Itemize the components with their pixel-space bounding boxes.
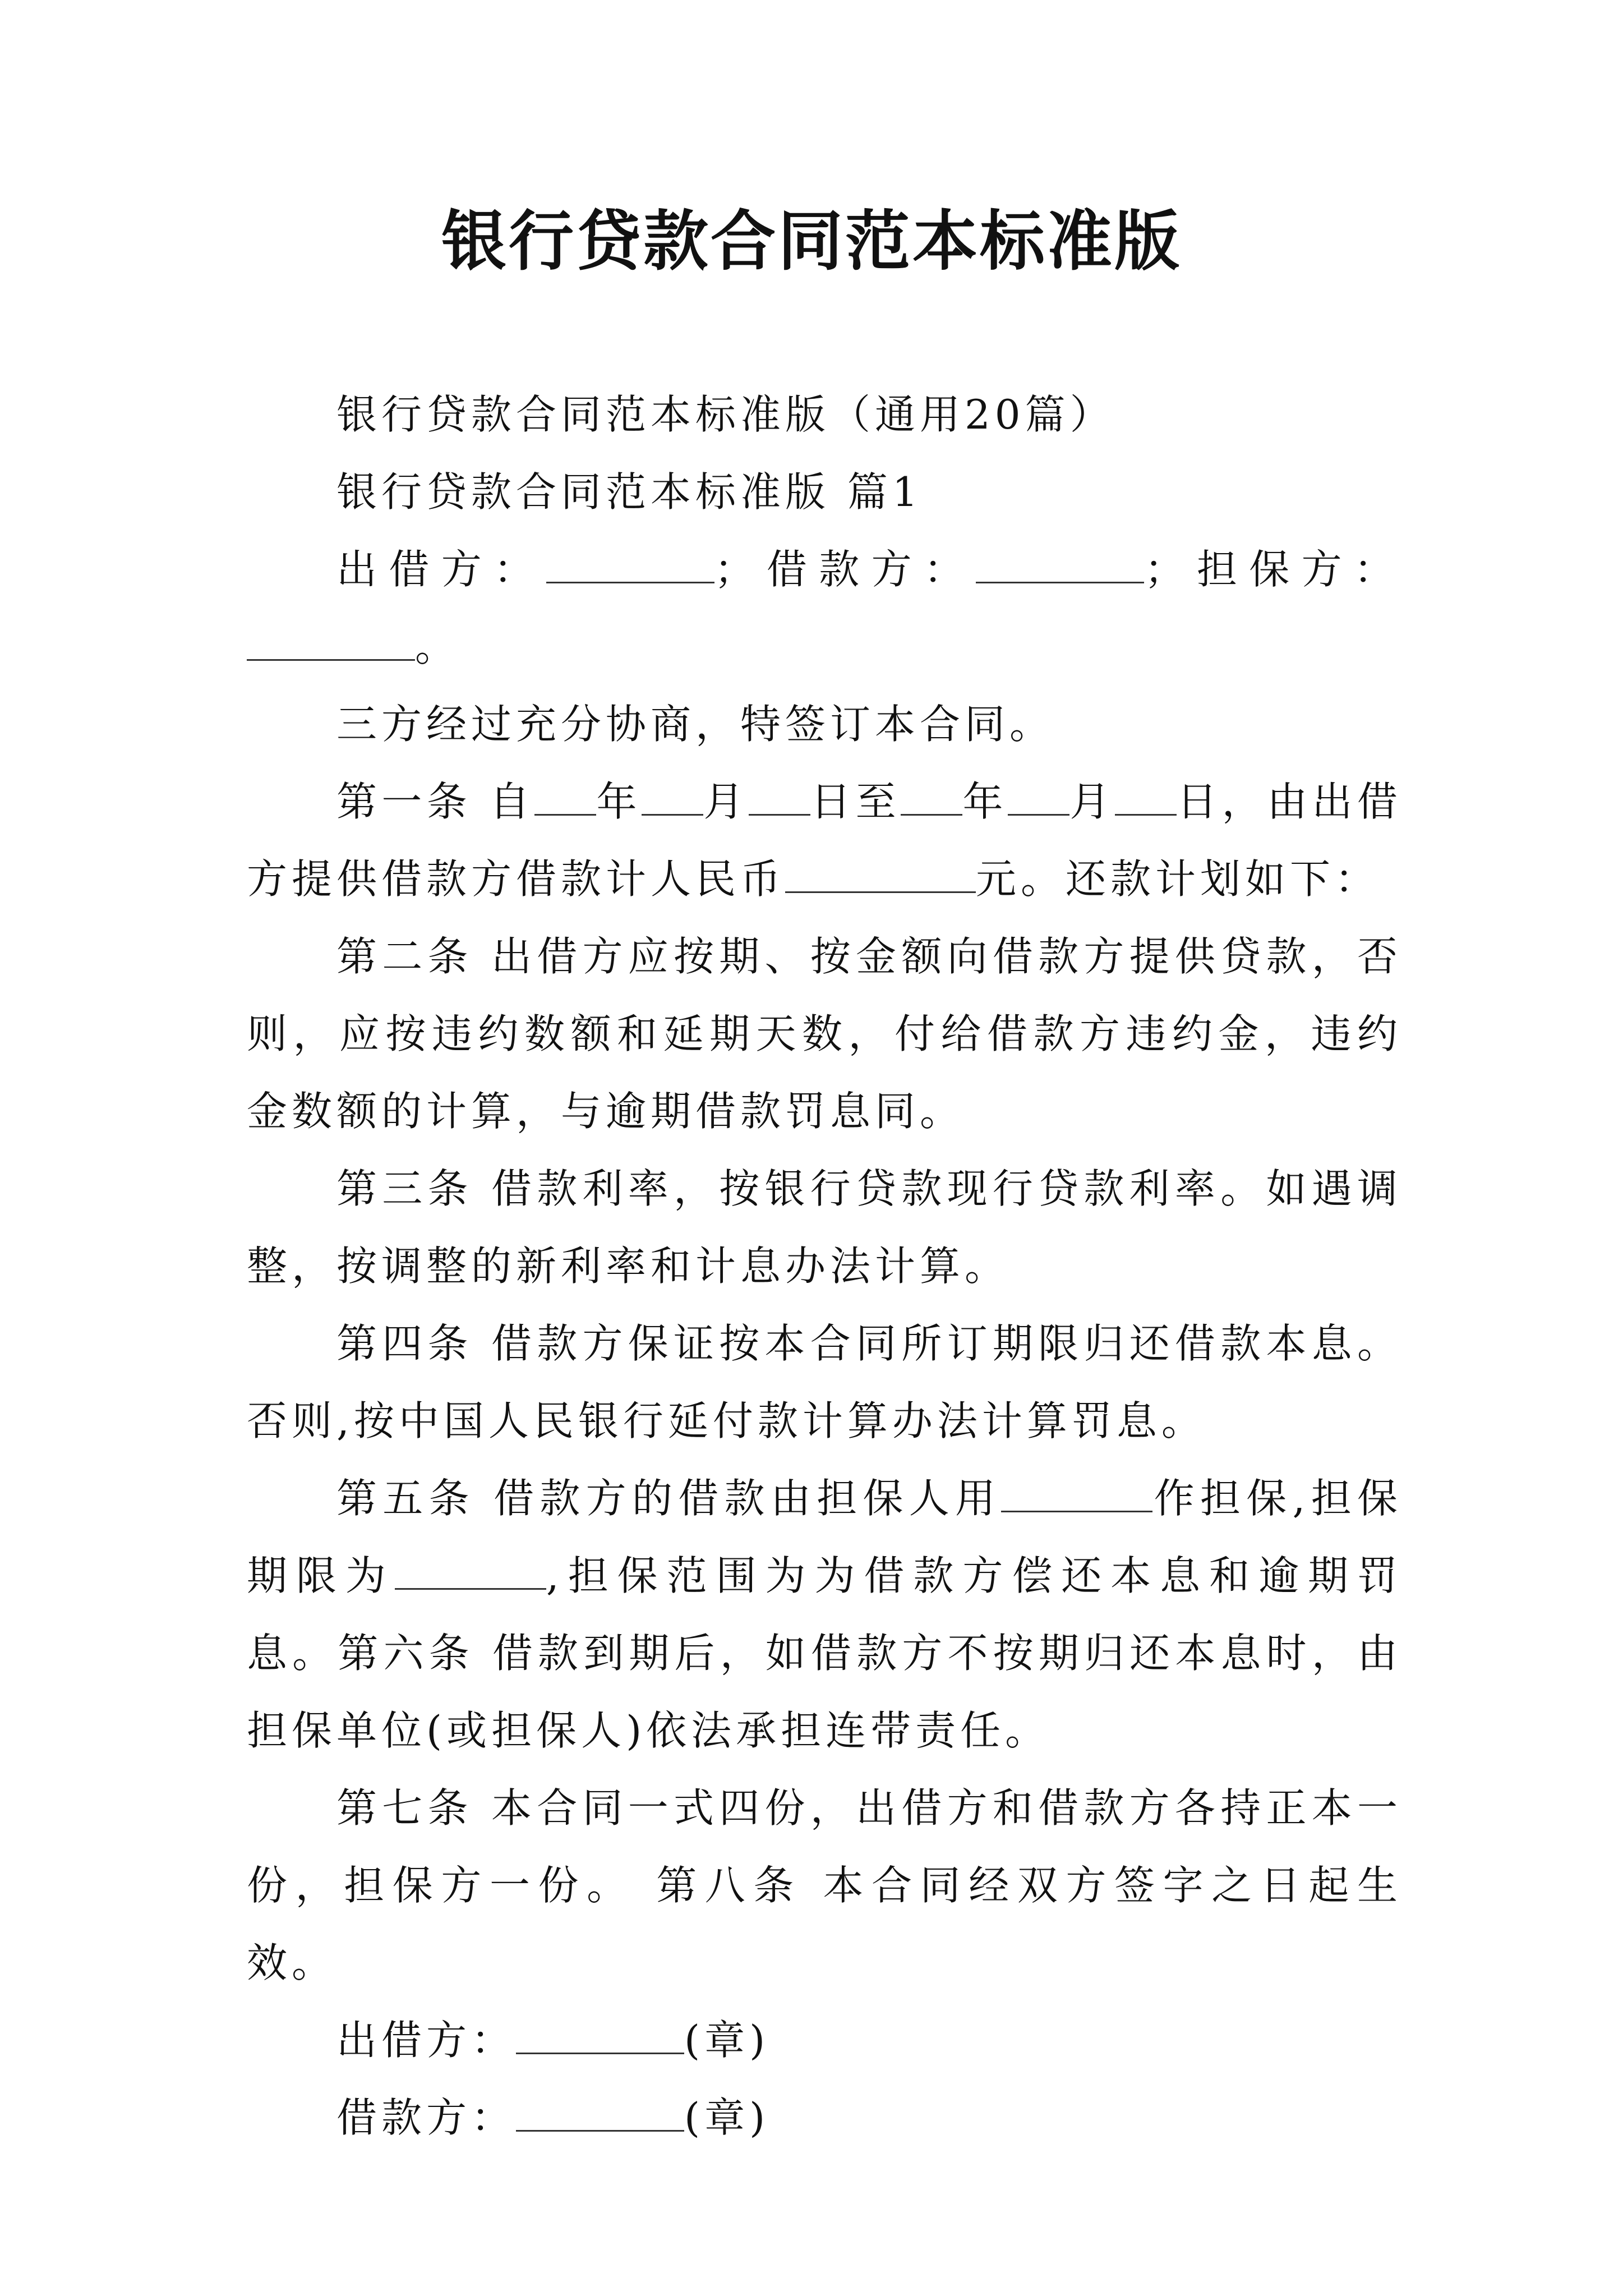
seal-label: (章) (684, 2094, 770, 2141)
year-label: 年 (962, 778, 1008, 825)
document-title: 银行贷款合同范本标准版 (441, 203, 1182, 279)
lender-label: 出借方： (336, 546, 546, 593)
end-month-blank (1008, 780, 1069, 816)
article-2: 第二条 出借方应按期、按金额向借款方提供贷款，否则，应按违约数额和延期天数，付给借款方违约金，违约金数额的计算，与逾期借款罚息同。 (247, 933, 1402, 1135)
borrower-signature-line (247, 2079, 1402, 2156)
intro-paragraph: 三方经过充分协商，特签订本合同。 (336, 701, 1055, 748)
guarantee-item-blank (1001, 1477, 1152, 1512)
article-1-prefix: 第一条 自 (336, 778, 535, 825)
article-5-part3: ,担保范围为为借款方偿还本息和逾期罚息。第六条 借款到期后，如借款方不按期归还本息时，由担保单位(或担保人)依法承担连带责任。 (247, 1552, 1402, 1754)
parties-separator: ； (714, 546, 763, 593)
document-body (247, 376, 1402, 2156)
guarantor-line (247, 608, 1402, 685)
article-1-body: 日，由出借方提供借款方借款计人民币 (247, 778, 1402, 903)
parties-end: 。 (415, 623, 460, 670)
start-day-blank (749, 780, 810, 816)
year-label: 年 (596, 778, 642, 825)
article-5-part2: 作担保,担保期限为 (247, 1475, 1403, 1599)
article-3: 第三条 借款利率，按银行贷款现行贷款利率。如遇调整，按调整的新利率和计息办法计算。 (247, 1165, 1402, 1290)
borrower-signature-blank (516, 2096, 684, 2132)
guarantor-label: 担保方： (1192, 546, 1402, 593)
lender-blank (546, 548, 714, 583)
seal-label: (章) (684, 2017, 770, 2064)
borrower-blank (976, 548, 1144, 583)
borrower-signature-label: 借款方： (336, 2094, 517, 2141)
lender-signature-blank (516, 2019, 684, 2054)
article-1 (247, 763, 1402, 918)
guarantor-blank (247, 625, 415, 661)
article-4: 第四条 借款方保证按本合同所订期限归还借款本息。否则,按中国人民银行延付款计算办法计算罚息。 (247, 1320, 1402, 1444)
article-1-suffix: 元。还款计划如下： (976, 855, 1380, 903)
lender-signature-line (247, 2001, 1402, 2079)
parties-separator: ； (1144, 546, 1193, 593)
borrower-label: 借款方： (762, 546, 976, 593)
amount-blank (785, 858, 976, 893)
article-5-part1: 第五条 借款方的借款由担保人用 (336, 1475, 1002, 1522)
month-label: 月 (1069, 778, 1115, 825)
article-5-6 (247, 1460, 1402, 1769)
end-day-blank (1115, 780, 1177, 816)
month-label: 月 (703, 778, 749, 825)
parties-line (247, 531, 1402, 608)
start-month-blank (642, 780, 703, 816)
section-heading: 银行贷款合同范本标准版 篇1 (336, 468, 923, 516)
lender-signature-label: 出借方： (336, 2017, 517, 2064)
document-subtitle: 银行贷款合同范本标准版（通用20篇） (336, 391, 1115, 438)
day-to-label: 日至 (810, 778, 901, 825)
article-7-8: 第七条 本合同一式四份，出借方和借款方各持正本一份，担保方一份。 第八条 本合同经双方签字之日起生效。 (247, 1784, 1402, 1986)
end-year-blank (901, 780, 962, 816)
start-year-blank (534, 780, 596, 816)
guarantee-period-blank (395, 1554, 546, 1590)
